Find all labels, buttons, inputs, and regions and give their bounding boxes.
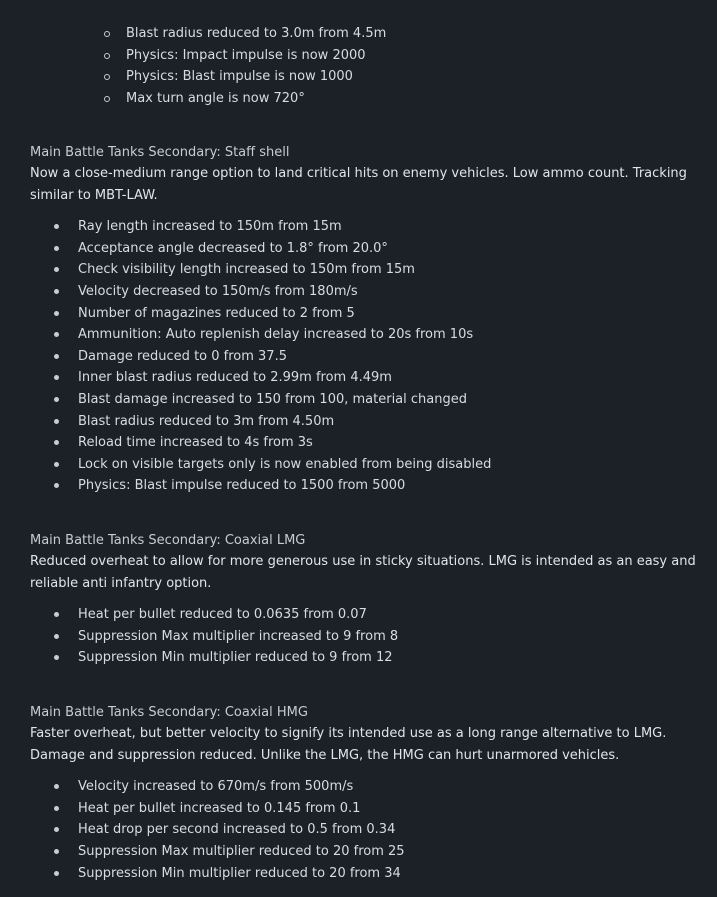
list-item: Blast damage increased to 150 from 100, material changed [78, 389, 700, 411]
section-title: Main Battle Tanks Secondary: Coaxial HMG [30, 705, 308, 720]
list-item: Acceptance angle decreased to 1.8° from 20.0° [78, 238, 700, 260]
list-item: Suppression Max multiplier reduced to 20 from 25 [78, 841, 700, 863]
list-item: Ammunition: Auto replenish delay increased to 20s from 10s [78, 324, 700, 346]
section-coaxial-hmg [30, 702, 700, 884]
list-item: Heat per bullet increased to 0.145 from 0.1 [78, 798, 700, 820]
list-item: Physics: Blast impulse reduced to 1500 from 5000 [78, 475, 700, 497]
section-title: Main Battle Tanks Secondary: Coaxial LMG [30, 533, 306, 548]
section-coaxial-lmg [30, 530, 700, 669]
bullet-list [30, 776, 700, 884]
bullet-list [30, 216, 700, 497]
sub-list-item: Physics: Impact impulse is now 2000 [126, 45, 386, 67]
list-item: Number of magazines reduced to 2 from 5 [78, 303, 700, 325]
section-description: Now a close-medium range option to land critical hits on enemy vehicles. Low ammo count. Tracking similar to MBT-LAW. [30, 166, 687, 203]
sub-list-item: Physics: Blast impulse is now 1000 [126, 66, 386, 88]
bullet-list [30, 604, 700, 669]
section-staff-shell [30, 142, 700, 497]
list-item: Check visibility length increased to 150m from 15m [78, 259, 700, 281]
section-title: Main Battle Tanks Secondary: Staff shell [30, 145, 290, 160]
list-item: Ray length increased to 150m from 15m [78, 216, 700, 238]
list-item: Damage reduced to 0 from 37.5 [78, 346, 700, 368]
list-item: Heat drop per second increased to 0.5 from 0.34 [78, 819, 700, 841]
list-item: Inner blast radius reduced to 2.99m from 4.49m [78, 367, 700, 389]
list-item: Reload time increased to 4s from 3s [78, 432, 700, 454]
list-item: Suppression Max multiplier increased to 9 from 8 [78, 626, 700, 648]
sub-list [126, 23, 386, 109]
list-item: Suppression Min multiplier reduced to 20 from 34 [78, 863, 700, 885]
list-item: Lock on visible targets only is now enabled from being disabled [78, 454, 700, 476]
sub-list-item: Max turn angle is now 720° [126, 88, 386, 110]
sub-list-item: Blast radius reduced to 3.0m from 4.5m [126, 23, 386, 45]
list-item: Heat per bullet reduced to 0.0635 from 0.07 [78, 604, 700, 626]
section-description: Reduced overheat to allow for more generous use in sticky situations. LMG is intended as an easy and reliable anti infantry option. [30, 554, 696, 591]
list-item: Suppression Min multiplier reduced to 9 from 12 [78, 647, 700, 669]
list-item: Velocity increased to 670m/s from 500m/s [78, 776, 700, 798]
list-item: Velocity decreased to 150m/s from 180m/s [78, 281, 700, 303]
section-description: Faster overheat, but better velocity to signify its intended use as a long range alternative to LMG. Damage and suppression reduced. Unlike the LMG, the HMG can hurt unarmored vehicles. [30, 726, 667, 763]
list-item: Blast radius reduced to 3m from 4.50m [78, 411, 700, 433]
